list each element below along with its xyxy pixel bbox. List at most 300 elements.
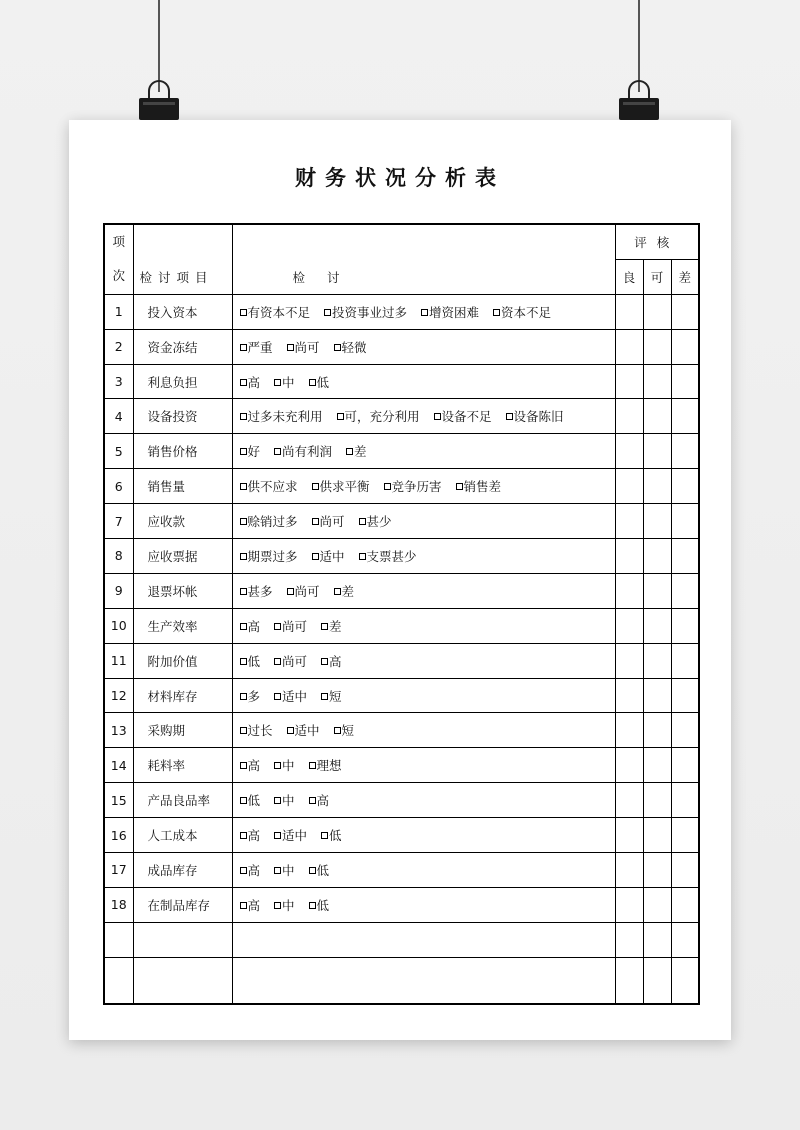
checkbox-icon[interactable] bbox=[240, 588, 247, 595]
checkbox-icon[interactable] bbox=[309, 867, 316, 874]
row-number: 17 bbox=[104, 853, 133, 888]
checkbox-icon[interactable] bbox=[309, 762, 316, 769]
grade-cell-good[interactable] bbox=[615, 643, 643, 678]
checkbox-icon[interactable] bbox=[321, 623, 328, 630]
grade-cell-good[interactable] bbox=[615, 783, 643, 818]
option-label: 多 bbox=[247, 688, 261, 704]
checkbox-icon[interactable] bbox=[312, 518, 319, 525]
checkbox-icon[interactable] bbox=[312, 483, 319, 490]
option-checkbox[interactable] bbox=[359, 547, 417, 565]
row-options bbox=[232, 504, 615, 539]
checkbox-icon[interactable] bbox=[274, 448, 281, 455]
grade-cell-good[interactable] bbox=[615, 329, 643, 364]
option-label: 竞争历害 bbox=[391, 479, 442, 495]
option-checkbox[interactable] bbox=[324, 303, 407, 321]
row-item: 生产效率 bbox=[133, 608, 232, 643]
option-label: 短 bbox=[341, 723, 355, 739]
option-label: 高 bbox=[316, 793, 330, 809]
grade-cell-ok[interactable] bbox=[643, 818, 671, 853]
option-checkbox[interactable] bbox=[274, 442, 332, 460]
option-checkbox[interactable] bbox=[274, 373, 295, 391]
checkbox-icon[interactable] bbox=[287, 727, 294, 734]
table-row bbox=[104, 294, 699, 329]
checkbox-icon[interactable] bbox=[240, 379, 247, 386]
option-label: 短 bbox=[329, 688, 342, 704]
grade-cell-good[interactable] bbox=[615, 469, 643, 504]
grade-cell-ok[interactable] bbox=[643, 294, 671, 329]
option-label: 中 bbox=[282, 862, 295, 878]
option-checkbox[interactable] bbox=[240, 652, 261, 670]
option-checkbox[interactable] bbox=[287, 721, 320, 739]
row-number: 12 bbox=[104, 678, 133, 713]
option-checkbox[interactable] bbox=[309, 861, 330, 879]
option-checkbox[interactable] bbox=[240, 373, 261, 391]
option-label: 尚可 bbox=[282, 653, 308, 669]
row-options bbox=[232, 399, 615, 434]
option-label: 有资本不足 bbox=[247, 304, 311, 320]
option-label: 适中 bbox=[282, 688, 308, 704]
checkbox-icon[interactable] bbox=[274, 658, 281, 665]
option-label: 低 bbox=[247, 793, 261, 809]
checkbox-icon[interactable] bbox=[506, 413, 513, 420]
table-row bbox=[104, 713, 699, 748]
checkbox-icon[interactable] bbox=[321, 658, 328, 665]
row-item: 投入资本 bbox=[133, 294, 232, 329]
row-options bbox=[232, 364, 615, 399]
checkbox-icon[interactable] bbox=[334, 588, 341, 595]
grade-cell-poor[interactable] bbox=[671, 504, 699, 539]
option-checkbox[interactable] bbox=[274, 756, 295, 774]
row-item: 在制品库存 bbox=[133, 887, 232, 922]
checkbox-icon[interactable] bbox=[346, 448, 353, 455]
option-label: 赊销过多 bbox=[247, 514, 298, 530]
grade-cell-ok[interactable] bbox=[643, 573, 671, 608]
option-checkbox[interactable] bbox=[334, 338, 367, 356]
table-row bbox=[104, 539, 699, 574]
checkbox-icon[interactable] bbox=[274, 379, 281, 386]
option-checkbox[interactable] bbox=[240, 477, 298, 495]
option-checkbox[interactable] bbox=[321, 652, 342, 670]
option-checkbox[interactable] bbox=[456, 477, 502, 495]
option-label: 低 bbox=[316, 862, 330, 878]
grade-cell-ok[interactable] bbox=[643, 608, 671, 643]
option-label: 差 bbox=[329, 618, 342, 634]
grade-cell-poor[interactable] bbox=[671, 469, 699, 504]
option-label: 增资困难 bbox=[429, 304, 480, 320]
table-row bbox=[104, 434, 699, 469]
option-label: 高 bbox=[329, 653, 342, 669]
checkbox-icon[interactable] bbox=[240, 413, 247, 420]
option-label: 尚可 bbox=[294, 583, 320, 599]
row-options bbox=[232, 573, 615, 608]
checkbox-icon[interactable] bbox=[274, 832, 281, 839]
empty-row bbox=[104, 957, 699, 1004]
grade-cell-poor[interactable] bbox=[671, 713, 699, 748]
table-row bbox=[104, 887, 699, 922]
grade-cell-ok[interactable] bbox=[643, 643, 671, 678]
checkbox-icon[interactable] bbox=[359, 553, 366, 560]
row-options bbox=[232, 853, 615, 888]
empty-cell bbox=[133, 957, 232, 1004]
checkbox-icon[interactable] bbox=[240, 797, 247, 804]
empty-cell bbox=[104, 922, 133, 957]
binder-clip-right bbox=[617, 80, 661, 136]
checkbox-icon[interactable] bbox=[309, 797, 316, 804]
option-label: 销售差 bbox=[463, 479, 502, 495]
option-label: 甚少 bbox=[366, 514, 392, 530]
grade-cell-poor[interactable] bbox=[671, 608, 699, 643]
checkbox-icon[interactable] bbox=[321, 832, 328, 839]
grade-cell-good[interactable] bbox=[615, 434, 643, 469]
grade-cell-poor[interactable] bbox=[671, 818, 699, 853]
table-row bbox=[104, 573, 699, 608]
checkbox-icon[interactable] bbox=[274, 797, 281, 804]
option-checkbox[interactable] bbox=[240, 617, 261, 635]
option-label: 过多未充利用 bbox=[247, 409, 323, 425]
option-checkbox[interactable] bbox=[421, 303, 479, 321]
grade-cell-poor[interactable] bbox=[671, 364, 699, 399]
option-checkbox[interactable] bbox=[240, 512, 298, 530]
option-checkbox[interactable] bbox=[309, 896, 330, 914]
row-number: 10 bbox=[104, 608, 133, 643]
grade-cell-ok[interactable] bbox=[643, 329, 671, 364]
table-row bbox=[104, 329, 699, 364]
header-evaluation: 评核 bbox=[615, 224, 699, 259]
header-item: 检讨项目 bbox=[133, 224, 232, 294]
checkbox-icon[interactable] bbox=[421, 309, 428, 316]
row-item: 销售价格 bbox=[133, 434, 232, 469]
table-row bbox=[104, 678, 699, 713]
option-label: 适中 bbox=[294, 723, 320, 739]
grade-cell-good[interactable] bbox=[615, 294, 643, 329]
binder-clip-left bbox=[137, 80, 181, 136]
option-label: 低 bbox=[329, 828, 342, 844]
row-options bbox=[232, 643, 615, 678]
table-row bbox=[104, 364, 699, 399]
row-number: 1 bbox=[104, 294, 133, 329]
checkbox-icon[interactable] bbox=[312, 553, 319, 560]
row-number: 14 bbox=[104, 748, 133, 783]
grade-cell-good[interactable] bbox=[615, 504, 643, 539]
option-label: 低 bbox=[316, 897, 330, 913]
grade-cell-good[interactable] bbox=[615, 678, 643, 713]
checkbox-icon[interactable] bbox=[240, 832, 247, 839]
grade-cell-good[interactable] bbox=[615, 399, 643, 434]
checkbox-icon[interactable] bbox=[274, 623, 281, 630]
grade-cell-ok[interactable] bbox=[643, 399, 671, 434]
option-checkbox[interactable] bbox=[240, 582, 273, 600]
grade-cell-poor[interactable] bbox=[671, 294, 699, 329]
checkbox-icon[interactable] bbox=[359, 518, 366, 525]
grade-cell-good[interactable] bbox=[615, 853, 643, 888]
option-checkbox[interactable] bbox=[506, 407, 564, 425]
option-label: 投资事业过多 bbox=[332, 304, 408, 320]
option-checkbox[interactable] bbox=[240, 547, 298, 565]
grade-cell-poor[interactable] bbox=[671, 399, 699, 434]
option-checkbox[interactable] bbox=[240, 721, 273, 739]
option-label: 尚可 bbox=[294, 339, 320, 355]
hanging-string-left bbox=[158, 0, 160, 92]
checkbox-icon[interactable] bbox=[334, 344, 341, 351]
option-checkbox[interactable] bbox=[346, 442, 367, 460]
table-row bbox=[104, 643, 699, 678]
table-row bbox=[104, 399, 699, 434]
grade-cell-poor[interactable] bbox=[671, 539, 699, 574]
empty-cell[interactable] bbox=[671, 957, 699, 1004]
checkbox-icon[interactable] bbox=[240, 727, 247, 734]
checkbox-icon[interactable] bbox=[240, 867, 247, 874]
option-label: 高 bbox=[247, 828, 261, 844]
checkbox-icon[interactable] bbox=[274, 762, 281, 769]
checkbox-icon[interactable] bbox=[274, 693, 281, 700]
row-number: 16 bbox=[104, 818, 133, 853]
grade-cell-ok[interactable] bbox=[643, 504, 671, 539]
checkbox-icon[interactable] bbox=[324, 309, 331, 316]
empty-cell[interactable] bbox=[615, 957, 643, 1004]
option-checkbox[interactable] bbox=[240, 756, 261, 774]
empty-cell[interactable] bbox=[643, 922, 671, 957]
checkbox-icon[interactable] bbox=[240, 344, 247, 351]
option-label: 高 bbox=[247, 897, 261, 913]
row-number: 13 bbox=[104, 713, 133, 748]
option-label: 适中 bbox=[319, 548, 345, 564]
checkbox-icon[interactable] bbox=[434, 413, 441, 420]
table-row bbox=[104, 818, 699, 853]
option-checkbox[interactable] bbox=[321, 687, 342, 705]
grade-cell-poor[interactable] bbox=[671, 573, 699, 608]
option-label: 严重 bbox=[247, 339, 273, 355]
row-number: 7 bbox=[104, 504, 133, 539]
grade-cell-ok[interactable] bbox=[643, 783, 671, 818]
grade-cell-poor[interactable] bbox=[671, 853, 699, 888]
row-number: 5 bbox=[104, 434, 133, 469]
option-checkbox[interactable] bbox=[312, 477, 370, 495]
row-number: 2 bbox=[104, 329, 133, 364]
option-checkbox[interactable] bbox=[287, 338, 320, 356]
analysis-table bbox=[103, 223, 700, 1005]
option-checkbox[interactable] bbox=[274, 826, 307, 844]
row-options bbox=[232, 539, 615, 574]
row-item: 资金冻结 bbox=[133, 329, 232, 364]
row-number: 11 bbox=[104, 643, 133, 678]
checkbox-icon[interactable] bbox=[240, 553, 247, 560]
grade-cell-poor[interactable] bbox=[671, 887, 699, 922]
empty-cell bbox=[232, 922, 615, 957]
header-review: 检讨 bbox=[232, 224, 615, 294]
option-checkbox[interactable] bbox=[240, 338, 273, 356]
row-item: 退票坏帐 bbox=[133, 573, 232, 608]
empty-cell[interactable] bbox=[671, 922, 699, 957]
option-checkbox[interactable] bbox=[274, 687, 307, 705]
checkbox-icon[interactable] bbox=[274, 867, 281, 874]
checkbox-icon[interactable] bbox=[240, 902, 247, 909]
checkbox-icon[interactable] bbox=[309, 902, 316, 909]
option-checkbox[interactable] bbox=[309, 373, 330, 391]
row-options bbox=[232, 818, 615, 853]
checkbox-icon[interactable] bbox=[240, 483, 247, 490]
option-checkbox[interactable] bbox=[240, 303, 311, 321]
checkbox-icon[interactable] bbox=[240, 309, 247, 316]
option-label: 中 bbox=[282, 374, 295, 390]
option-checkbox[interactable] bbox=[240, 826, 261, 844]
option-label: 低 bbox=[247, 653, 261, 669]
checkbox-icon[interactable] bbox=[334, 727, 341, 734]
option-checkbox[interactable] bbox=[359, 512, 392, 530]
option-label: 尚可 bbox=[319, 514, 345, 530]
option-label: 高 bbox=[247, 618, 261, 634]
empty-row bbox=[104, 922, 699, 957]
option-checkbox[interactable] bbox=[384, 477, 442, 495]
table-row bbox=[104, 469, 699, 504]
option-checkbox[interactable] bbox=[309, 756, 342, 774]
option-checkbox[interactable] bbox=[240, 407, 323, 425]
hanging-string-right bbox=[638, 0, 640, 92]
row-options bbox=[232, 713, 615, 748]
checkbox-icon[interactable] bbox=[309, 379, 316, 386]
option-checkbox[interactable] bbox=[334, 582, 355, 600]
grade-cell-good[interactable] bbox=[615, 748, 643, 783]
checkbox-icon[interactable] bbox=[493, 309, 500, 316]
row-item: 应收款 bbox=[133, 504, 232, 539]
checkbox-icon[interactable] bbox=[240, 693, 247, 700]
row-item: 产品良品率 bbox=[133, 783, 232, 818]
option-label: 差 bbox=[341, 583, 355, 599]
grade-cell-poor[interactable] bbox=[671, 678, 699, 713]
option-checkbox[interactable] bbox=[312, 512, 345, 530]
checkbox-icon[interactable] bbox=[337, 413, 344, 420]
empty-cell[interactable] bbox=[643, 957, 671, 1004]
checkbox-icon[interactable] bbox=[321, 693, 328, 700]
checkbox-icon[interactable] bbox=[240, 623, 247, 630]
option-checkbox[interactable] bbox=[274, 652, 307, 670]
grade-cell-poor[interactable] bbox=[671, 643, 699, 678]
header-num-bottom: 次 bbox=[112, 268, 125, 284]
grade-cell-ok[interactable] bbox=[643, 748, 671, 783]
row-options bbox=[232, 294, 615, 329]
option-checkbox[interactable] bbox=[309, 791, 330, 809]
checkbox-icon[interactable] bbox=[240, 518, 247, 525]
checkbox-icon[interactable] bbox=[240, 448, 247, 455]
grade-cell-ok[interactable] bbox=[643, 853, 671, 888]
header-num-top: 项 bbox=[112, 234, 125, 250]
header-grade-poor: 差 bbox=[671, 259, 699, 294]
grade-cell-ok[interactable] bbox=[643, 364, 671, 399]
row-item: 材料库存 bbox=[133, 678, 232, 713]
grade-cell-good[interactable] bbox=[615, 539, 643, 574]
option-checkbox[interactable] bbox=[274, 861, 295, 879]
option-checkbox[interactable] bbox=[274, 896, 295, 914]
grade-cell-ok[interactable] bbox=[643, 434, 671, 469]
option-checkbox[interactable] bbox=[240, 861, 261, 879]
row-number: 3 bbox=[104, 364, 133, 399]
grade-cell-poor[interactable] bbox=[671, 329, 699, 364]
row-item: 利息负担 bbox=[133, 364, 232, 399]
row-item: 销售量 bbox=[133, 469, 232, 504]
grade-cell-ok[interactable] bbox=[643, 469, 671, 504]
option-checkbox[interactable] bbox=[240, 896, 261, 914]
option-checkbox[interactable] bbox=[334, 721, 355, 739]
row-item: 成品库存 bbox=[133, 853, 232, 888]
row-number: 4 bbox=[104, 399, 133, 434]
empty-cell[interactable] bbox=[615, 922, 643, 957]
option-label: 尚可 bbox=[282, 618, 308, 634]
checkbox-icon[interactable] bbox=[240, 762, 247, 769]
grade-cell-poor[interactable] bbox=[671, 783, 699, 818]
option-checkbox[interactable] bbox=[321, 826, 342, 844]
table-row bbox=[104, 748, 699, 783]
empty-cell bbox=[232, 957, 615, 1004]
option-checkbox[interactable] bbox=[434, 407, 492, 425]
option-checkbox[interactable] bbox=[274, 791, 295, 809]
option-checkbox[interactable] bbox=[287, 582, 320, 600]
option-checkbox[interactable] bbox=[240, 687, 261, 705]
header-num-cell bbox=[104, 224, 133, 294]
grade-cell-poor[interactable] bbox=[671, 748, 699, 783]
header-grade-ok: 可 bbox=[643, 259, 671, 294]
option-checkbox[interactable] bbox=[337, 407, 420, 425]
option-label: 高 bbox=[247, 374, 261, 390]
grade-cell-ok[interactable] bbox=[643, 539, 671, 574]
table-row bbox=[104, 608, 699, 643]
grade-cell-good[interactable] bbox=[615, 608, 643, 643]
grade-cell-ok[interactable] bbox=[643, 887, 671, 922]
option-label: 低 bbox=[316, 374, 330, 390]
option-label: 供不应求 bbox=[247, 479, 298, 495]
row-item: 设备投资 bbox=[133, 399, 232, 434]
checkbox-icon[interactable] bbox=[240, 658, 247, 665]
row-item: 人工成本 bbox=[133, 818, 232, 853]
checkbox-icon[interactable] bbox=[384, 483, 391, 490]
option-label: 中 bbox=[282, 897, 295, 913]
checkbox-icon[interactable] bbox=[287, 588, 294, 595]
row-number: 6 bbox=[104, 469, 133, 504]
row-options bbox=[232, 434, 615, 469]
grade-cell-good[interactable] bbox=[615, 818, 643, 853]
grade-cell-good[interactable] bbox=[615, 573, 643, 608]
header-row-top bbox=[104, 224, 699, 259]
option-label: 过长 bbox=[247, 723, 273, 739]
grade-cell-poor[interactable] bbox=[671, 434, 699, 469]
grade-cell-good[interactable] bbox=[615, 364, 643, 399]
option-label: 适中 bbox=[282, 828, 308, 844]
option-checkbox[interactable] bbox=[240, 791, 261, 809]
row-options bbox=[232, 748, 615, 783]
row-options bbox=[232, 608, 615, 643]
checkbox-icon[interactable] bbox=[287, 344, 294, 351]
row-number: 18 bbox=[104, 887, 133, 922]
option-label: 期票过多 bbox=[247, 548, 298, 564]
row-item: 耗料率 bbox=[133, 748, 232, 783]
option-checkbox[interactable] bbox=[240, 442, 261, 460]
option-checkbox[interactable] bbox=[274, 617, 307, 635]
row-item: 附加价值 bbox=[133, 643, 232, 678]
grade-cell-ok[interactable] bbox=[643, 713, 671, 748]
row-options bbox=[232, 887, 615, 922]
checkbox-icon[interactable] bbox=[456, 483, 463, 490]
row-options bbox=[232, 469, 615, 504]
row-options bbox=[232, 678, 615, 713]
checkbox-icon[interactable] bbox=[274, 902, 281, 909]
paper-sheet bbox=[69, 120, 731, 1040]
option-label: 差 bbox=[354, 444, 367, 460]
grade-cell-good[interactable] bbox=[615, 713, 643, 748]
option-checkbox[interactable] bbox=[321, 617, 342, 635]
option-checkbox[interactable] bbox=[493, 303, 551, 321]
option-checkbox[interactable] bbox=[312, 547, 345, 565]
grade-cell-good[interactable] bbox=[615, 887, 643, 922]
row-number: 8 bbox=[104, 539, 133, 574]
grade-cell-ok[interactable] bbox=[643, 678, 671, 713]
